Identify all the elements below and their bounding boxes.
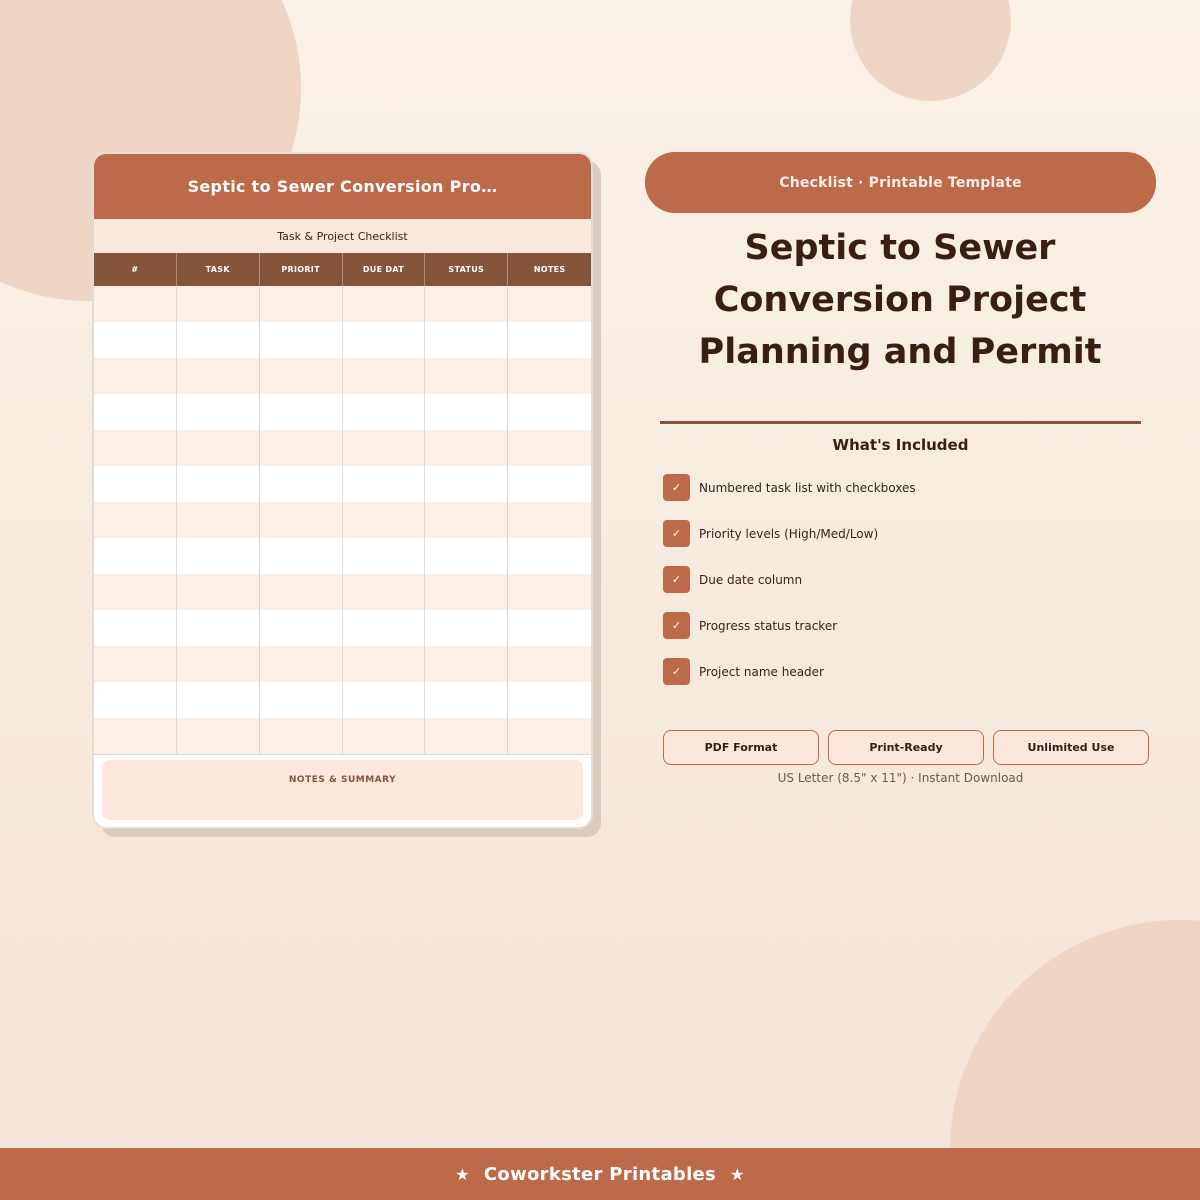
feature-list [663, 474, 916, 704]
table-cell [260, 610, 343, 646]
table-row [94, 646, 591, 682]
table-row [94, 538, 591, 574]
column-header-due-date: DUE DAT [343, 253, 426, 286]
table-cell [177, 358, 260, 394]
table-cell [177, 466, 260, 502]
table-row [94, 718, 591, 754]
table-cell [508, 358, 591, 394]
table-cell [425, 286, 508, 322]
badge-pdf-format: PDF Format [663, 730, 819, 765]
table-cell [260, 574, 343, 610]
section-divider [660, 421, 1141, 424]
table-cell [260, 286, 343, 322]
table-cell [260, 646, 343, 682]
column-header-notes: NOTES [533, 265, 566, 274]
table-cell [425, 682, 508, 718]
table-cell [260, 466, 343, 502]
table-cell [343, 286, 426, 322]
table-cell [508, 538, 591, 574]
notes-summary-label: NOTES & SUMMARY [288, 775, 397, 785]
feature-label: Due date column [699, 572, 803, 587]
table-cell [508, 286, 591, 322]
feature-label: Project name header [699, 664, 824, 679]
table-cell [343, 466, 426, 502]
table-cell [343, 682, 426, 718]
column-header-priority: PRIORIT [260, 253, 343, 286]
checkmark-icon: ✓ [663, 658, 690, 685]
checklist-preview-card [92, 152, 593, 829]
table-cell [177, 394, 260, 430]
table-cell [177, 430, 260, 466]
table-cell [260, 322, 343, 358]
table-cell [343, 538, 426, 574]
table-cell [425, 718, 508, 754]
table-cell [508, 394, 591, 430]
table-row [94, 574, 591, 610]
table-cell [94, 322, 177, 358]
table-cell [177, 610, 260, 646]
table-cell [177, 574, 260, 610]
column-header-number: # [94, 253, 177, 286]
star-icon: ★ [455, 1164, 470, 1184]
table-cell [508, 322, 591, 358]
feature-item [663, 658, 916, 685]
table-cell [508, 574, 591, 610]
table-cell [343, 394, 426, 430]
notes-summary-box [102, 760, 583, 820]
whats-included-heading: What's Included [832, 436, 969, 454]
table-cell [177, 538, 260, 574]
footer-bar [0, 1148, 1200, 1200]
feature-label: Numbered task list with checkboxes [699, 480, 916, 495]
table-cell [343, 322, 426, 358]
format-note: US Letter (8.5" x 11") · Instant Download [777, 771, 1024, 785]
table-cell [425, 502, 508, 538]
table-cell [508, 430, 591, 466]
table-cell [177, 646, 260, 682]
star-icon: ★ [730, 1164, 745, 1184]
table-cell [260, 538, 343, 574]
checkmark-icon: ✓ [663, 612, 690, 639]
footer-brand: Coworkster Printables [483, 1163, 717, 1185]
table-row [94, 358, 591, 394]
table-cell [94, 430, 177, 466]
table-row [94, 682, 591, 718]
table-cell [343, 610, 426, 646]
table-cell [425, 394, 508, 430]
table-cell [94, 286, 177, 322]
feature-label: Progress status tracker [699, 618, 838, 633]
table-cell [94, 466, 177, 502]
table-cell [508, 646, 591, 682]
feature-item [663, 612, 916, 639]
table-row [94, 286, 591, 322]
table-cell [343, 574, 426, 610]
table-cell [425, 610, 508, 646]
table-cell [94, 682, 177, 718]
table-cell [94, 538, 177, 574]
column-header-task: TASK [177, 253, 260, 286]
table-cell [177, 322, 260, 358]
table-cell [177, 682, 260, 718]
preview-subtitle: Task & Project Checklist [94, 219, 591, 253]
table-cell [177, 286, 260, 322]
table-cell [260, 394, 343, 430]
table-cell [177, 502, 260, 538]
table-cell [343, 430, 426, 466]
table-row [94, 466, 591, 502]
table-cell [343, 646, 426, 682]
table-cell [260, 430, 343, 466]
checkmark-icon: ✓ [663, 566, 690, 593]
product-title: Septic to Sewer Conversion Project Planning and Permit [698, 228, 1102, 372]
table-row [94, 430, 591, 466]
table-cell [425, 646, 508, 682]
feature-item [663, 474, 916, 501]
decorative-circle-top-right [850, 0, 1011, 101]
table-cell [94, 358, 177, 394]
table-cell [343, 718, 426, 754]
table-cell [94, 646, 177, 682]
checkmark-icon: ✓ [663, 520, 690, 547]
table-cell [425, 538, 508, 574]
feature-item [663, 566, 916, 593]
table-cell [260, 502, 343, 538]
table-cell [94, 610, 177, 646]
table-cell [260, 718, 343, 754]
table-cell [425, 358, 508, 394]
preview-table-header [94, 253, 591, 286]
table-cell [94, 718, 177, 754]
table-cell [177, 718, 260, 754]
column-header-status: STATUS [425, 253, 508, 286]
table-row [94, 394, 591, 430]
table-cell [94, 394, 177, 430]
table-cell [508, 610, 591, 646]
table-cell [343, 358, 426, 394]
checkmark-icon: ✓ [663, 474, 690, 501]
table-cell [425, 466, 508, 502]
format-badges [663, 730, 1149, 765]
table-cell [508, 466, 591, 502]
table-cell [343, 502, 426, 538]
category-banner: Checklist · Printable Template [645, 152, 1156, 213]
table-cell [425, 322, 508, 358]
table-cell [508, 682, 591, 718]
table-cell [508, 502, 591, 538]
table-cell [94, 574, 177, 610]
feature-label: Priority levels (High/Med/Low) [699, 526, 879, 541]
badge-print-ready: Print-Ready [828, 730, 984, 765]
table-row [94, 322, 591, 358]
preview-table-body [94, 286, 591, 755]
table-row [94, 610, 591, 646]
feature-item [663, 520, 916, 547]
table-cell [508, 718, 591, 754]
badge-unlimited-use: Unlimited Use [993, 730, 1149, 765]
table-cell [94, 502, 177, 538]
table-cell [425, 574, 508, 610]
preview-header-title: Septic to Sewer Conversion Pro… [94, 154, 591, 219]
table-cell [260, 358, 343, 394]
table-cell [260, 682, 343, 718]
table-row [94, 502, 591, 538]
table-cell [425, 430, 508, 466]
